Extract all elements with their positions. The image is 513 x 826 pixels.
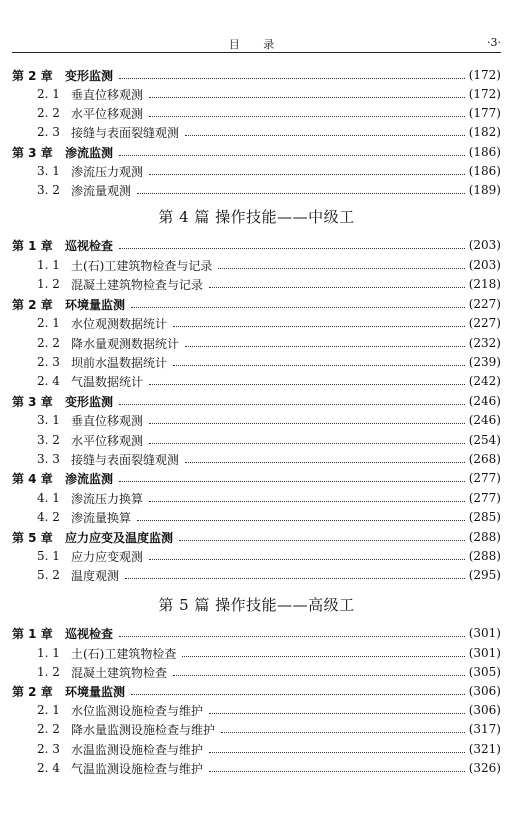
entry-page-number: (301): [468, 626, 501, 640]
dot-leader: [137, 193, 465, 194]
entry-page-number: (254): [468, 433, 501, 447]
entry-number: 2. 3: [37, 125, 60, 139]
toc-chapter-entry[interactable]: [12, 392, 501, 410]
entry-number: 2. 4: [37, 374, 60, 388]
entry-title: 渗流压力换算: [71, 491, 144, 506]
entry-number: 2. 3: [37, 742, 60, 756]
entry-page-number: (203): [468, 258, 501, 272]
header-title: 目 录: [228, 38, 285, 51]
dot-leader: [218, 268, 464, 269]
entry-title: 渗流监测: [65, 471, 114, 486]
entry-page-number: (227): [468, 297, 501, 311]
entry-page-number: (246): [468, 413, 501, 427]
entry-page-number: (172): [468, 68, 501, 82]
entry-number: 4. 1: [37, 491, 60, 505]
entry-page-number: (218): [468, 277, 501, 291]
entry-number: 第 3 章: [12, 145, 53, 160]
toc-section-entry[interactable]: [37, 314, 501, 332]
toc-section-entry[interactable]: [37, 411, 501, 429]
entry-page-number: (232): [468, 336, 501, 350]
entry-page-number: (326): [468, 761, 501, 775]
toc-chapter-entry[interactable]: [12, 469, 501, 487]
entry-page-number: (306): [468, 684, 501, 698]
entry-page-number: (306): [468, 703, 501, 717]
toc-section-entry[interactable]: [37, 566, 501, 584]
toc-chapter-entry[interactable]: [12, 236, 501, 254]
entry-title: 水温监测设施检查与维护: [71, 742, 204, 757]
entry-page-number: (242): [468, 374, 501, 388]
entry-number: 2. 1: [37, 703, 60, 717]
entry-number: 第 2 章: [12, 68, 53, 83]
entry-title: 应力应变观测: [71, 549, 144, 564]
entry-page-number: (182): [468, 125, 501, 139]
toc-chapter-entry[interactable]: [12, 295, 501, 313]
part-heading: 第 5 篇 操作技能——高级工: [158, 596, 355, 614]
dot-leader: [185, 462, 465, 463]
entry-page-number: (239): [468, 355, 501, 369]
entry-page-number: (203): [468, 238, 501, 252]
dot-leader: [119, 481, 465, 482]
toc-section-entry[interactable]: [37, 162, 501, 180]
entry-title: 环境量监测: [65, 684, 126, 699]
entry-page-number: (227): [468, 316, 501, 330]
entry-title: 接缝与表面裂缝观测: [71, 452, 180, 467]
entry-page-number: (177): [468, 106, 501, 120]
entry-title: 土(石)工建筑物检查与记录: [71, 258, 213, 273]
entry-title: 降水量观测数据统计: [71, 336, 180, 351]
entry-page-number: (268): [468, 452, 501, 466]
toc-section-entry[interactable]: [37, 740, 501, 758]
dot-leader: [119, 248, 465, 249]
entry-title: 降水量监测设施检查与维护: [71, 722, 216, 737]
entry-title: 温度观测: [71, 568, 120, 583]
toc-section-entry[interactable]: [37, 431, 501, 449]
dot-leader: [119, 636, 465, 637]
entry-title: 变形监测: [65, 394, 114, 409]
toc-section-entry[interactable]: [37, 663, 501, 681]
toc-section-entry[interactable]: [37, 104, 501, 122]
toc-chapter-entry[interactable]: [12, 66, 501, 84]
entry-page-number: (285): [468, 510, 501, 524]
entry-number: 2. 4: [37, 761, 60, 775]
dot-leader: [119, 404, 465, 405]
dot-leader: [209, 713, 465, 714]
entry-number: 2. 2: [37, 106, 60, 120]
entry-title: 渗流量换算: [71, 510, 132, 525]
entry-title: 水平位移观测: [71, 433, 144, 448]
toc-chapter-entry[interactable]: [12, 624, 501, 642]
entry-number: 1. 1: [37, 646, 60, 660]
entry-number: 第 2 章: [12, 297, 53, 312]
toc-section-entry[interactable]: [37, 701, 501, 719]
entry-page-number: (288): [468, 549, 501, 563]
toc-section-entry[interactable]: [37, 334, 501, 352]
entry-title: 水位观测数据统计: [71, 316, 168, 331]
dot-leader: [209, 752, 465, 753]
toc-chapter-entry[interactable]: [12, 528, 501, 546]
entry-title: 混凝土建筑物检查: [71, 665, 168, 680]
dot-leader: [179, 540, 465, 541]
toc-section-entry[interactable]: [37, 372, 501, 390]
entry-title: 巡视检查: [65, 238, 114, 253]
entry-number: 第 3 章: [12, 394, 53, 409]
entry-page-number: (277): [468, 471, 501, 485]
entry-page-number: (288): [468, 530, 501, 544]
toc-section-entry[interactable]: [37, 759, 501, 777]
entry-number: 3. 1: [37, 413, 60, 427]
entry-title: 渗流压力观测: [71, 164, 144, 179]
entry-title: 混凝土建筑物检查与记录: [71, 277, 204, 292]
entry-title: 巡视检查: [65, 626, 114, 641]
entry-number: 1. 2: [37, 277, 60, 291]
entry-number: 第 1 章: [12, 626, 53, 641]
entry-page-number: (301): [468, 646, 501, 660]
toc-section-entry[interactable]: [37, 489, 501, 507]
header-page-number: ·3·: [487, 36, 501, 49]
entry-title: 渗流监测: [65, 145, 114, 160]
entry-number: 5. 2: [37, 568, 60, 582]
dot-leader: [209, 771, 465, 772]
entry-number: 2. 3: [37, 355, 60, 369]
dot-leader: [137, 520, 465, 521]
dot-leader: [149, 116, 465, 117]
entry-number: 第 2 章: [12, 684, 53, 699]
entry-page-number: (186): [468, 164, 501, 178]
toc-chapter-entry[interactable]: [12, 143, 501, 161]
entry-page-number: (246): [468, 394, 501, 408]
entry-number: 1. 1: [37, 258, 60, 272]
dot-leader: [182, 656, 464, 657]
entry-number: 1. 2: [37, 665, 60, 679]
dot-leader: [131, 694, 465, 695]
toc-section-entry[interactable]: [37, 85, 501, 103]
entry-number: 2. 2: [37, 722, 60, 736]
toc-section-entry[interactable]: [37, 123, 501, 141]
entry-title: 渗流量观测: [71, 183, 132, 198]
entry-title: 接缝与表面裂缝观测: [71, 125, 180, 140]
dot-leader: [149, 559, 465, 560]
toc-section-entry[interactable]: [37, 353, 501, 371]
entry-title: 水平位移观测: [71, 106, 144, 121]
toc-section-entry[interactable]: [37, 547, 501, 565]
toc-section-entry[interactable]: [37, 256, 501, 274]
toc-section-entry[interactable]: [37, 720, 501, 738]
entry-title: 垂直位移观测: [71, 413, 144, 428]
toc-chapter-entry[interactable]: [12, 682, 501, 700]
entry-title: 坝前水温数据统计: [71, 355, 168, 370]
toc-section-entry[interactable]: [37, 181, 501, 199]
part-heading: 第 4 篇 操作技能——中级工: [158, 208, 355, 226]
dot-leader: [149, 443, 465, 444]
dot-leader: [185, 135, 465, 136]
entry-page-number: (317): [468, 722, 501, 736]
dot-leader: [173, 675, 465, 676]
entry-title: 变形监测: [65, 68, 114, 83]
dot-leader: [173, 365, 465, 366]
dot-leader: [125, 578, 465, 579]
toc-section-entry[interactable]: [37, 508, 501, 526]
entry-number: 4. 2: [37, 510, 60, 524]
entry-number: 3. 2: [37, 183, 60, 197]
toc-section-entry[interactable]: [37, 450, 501, 468]
entry-number: 5. 1: [37, 549, 60, 563]
entry-page-number: (305): [468, 665, 501, 679]
dot-leader: [149, 501, 465, 502]
entry-number: 3. 3: [37, 452, 60, 466]
dot-leader: [119, 78, 465, 79]
entry-number: 2. 1: [37, 87, 60, 101]
entry-page-number: (321): [468, 742, 501, 756]
page-header: [12, 34, 501, 53]
dot-leader: [149, 384, 465, 385]
entry-number: 第 5 章: [12, 530, 53, 545]
entry-number: 第 4 章: [12, 471, 53, 486]
entry-title: 应力应变及温度监测: [65, 530, 174, 545]
toc-section-entry[interactable]: [37, 644, 501, 662]
entry-page-number: (172): [468, 87, 501, 101]
entry-title: 环境量监测: [65, 297, 126, 312]
dot-leader: [221, 732, 465, 733]
entry-number: 2. 1: [37, 316, 60, 330]
toc-section-entry[interactable]: [37, 275, 501, 293]
entry-title: 垂直位移观测: [71, 87, 144, 102]
dot-leader: [149, 423, 465, 424]
entry-number: 3. 2: [37, 433, 60, 447]
entry-page-number: (189): [468, 183, 501, 197]
entry-page-number: (295): [468, 568, 501, 582]
entry-page-number: (277): [468, 491, 501, 505]
entry-number: 2. 2: [37, 336, 60, 350]
entry-title: 气温监测设施检查与维护: [71, 761, 204, 776]
entry-number: 3. 1: [37, 164, 60, 178]
entry-title: 水位监测设施检查与维护: [71, 703, 204, 718]
dot-leader: [209, 287, 465, 288]
dot-leader: [185, 346, 465, 347]
entry-title: 土(石)工建筑物检查: [71, 646, 177, 661]
dot-leader: [149, 174, 465, 175]
dot-leader: [173, 326, 465, 327]
dot-leader: [119, 155, 465, 156]
dot-leader: [149, 97, 465, 98]
entry-number: 第 1 章: [12, 238, 53, 253]
entry-page-number: (186): [468, 145, 501, 159]
entry-title: 气温数据统计: [71, 374, 144, 389]
dot-leader: [131, 307, 465, 308]
